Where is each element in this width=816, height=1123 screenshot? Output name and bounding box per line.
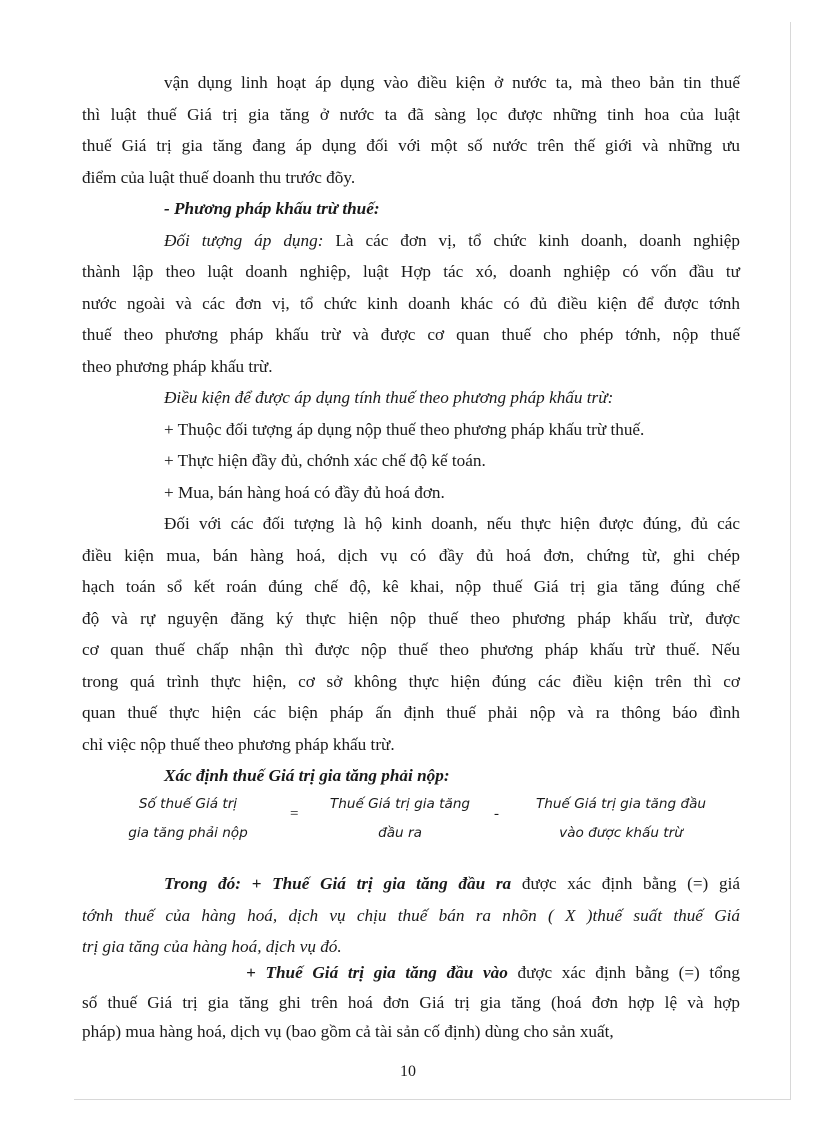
para3-line-4: độ và rự nguyện đăng ký thực hiện nộp thuế theo phương pháp khấu trừ, được	[82, 609, 740, 628]
formula-right-line-2: vào được khấu trừ	[559, 825, 683, 841]
formula-right-line-1: Thuế Giá trị gia tăng đầu	[535, 796, 707, 812]
page-number: 10	[400, 1063, 416, 1080]
formula-left-line-1: Số thuế Giá trị	[138, 796, 238, 812]
formula-right-term	[518, 790, 724, 848]
para4-line-1	[164, 873, 740, 895]
para3-line-1: Đối với các đối tượng là hộ kinh doanh, nếu thực hiện được đúng, đủ các	[164, 514, 740, 533]
para2-line-3: nước ngoài và các đơn vị, tổ chức kinh doanh khác có đủ điều kiện để được tớnh	[82, 294, 740, 313]
para2-line-2: thành lập theo luật doanh nghiệp, luật Hợp tác xó, doanh nghiệp có vốn đầu tư	[82, 262, 740, 281]
para5-line-1-rest: được xác định bằng (=) tổng	[507, 963, 740, 982]
output-vat-lead: Trong đó: + Thuế Giá trị gia tăng đầu ra	[164, 874, 512, 893]
para2-line-1-rest: Là các đơn vị, tổ chức kinh doanh, doanh nghiệp	[323, 231, 740, 250]
para5-line-2: số thuế Giá trị gia tăng ghi trên hoá đơn Giá trị gia tăng (hoá đơn hợp lệ và hợp	[82, 993, 740, 1012]
para3-line-3: hạch toán sổ kết roán đúng chế độ, kê khai, nộp thuế Giá trị gia tăng đúng chế	[82, 577, 740, 596]
para4-line-2: tớnh thuế của hàng hoá, dịch vụ chịu thuế bán ra nhõn ( X )thuế suất thuế Giá	[82, 906, 740, 925]
para2-line-4: thuế theo phương pháp khấu trừ và được cơ quan thuế cho phép tớnh, nộp thuế	[82, 325, 740, 344]
para1-line-2: thì luật thuế Giá trị gia tăng ở nước ta đã sàng lọc được những tinh hoa của luật	[82, 105, 740, 124]
para3-line-2: điều kiện mua, bán hàng hoá, dịch vụ có đầy đủ hoá đơn, chứng từ, ghi chép	[82, 546, 740, 565]
formula-middle-term	[310, 790, 490, 848]
formula-middle-line-2: đầu ra	[378, 825, 422, 841]
formula-left-line-2: gia tăng phải nộp	[128, 825, 248, 841]
input-vat-lead: + Thuế Giá trị gia tăng đầu vào	[246, 963, 508, 982]
para5-line-1	[246, 962, 740, 984]
para1-line-1: vận dụng linh hoạt áp dụng vào điều kiện ở nước ta, mà theo bản tin thuế	[164, 73, 740, 92]
formula-left-term	[118, 790, 258, 848]
determine-heading: Xác định thuế Giá trị gia tăng phải nộp:	[164, 766, 450, 785]
para3-line-8: chỉ việc nộp thuế theo phương pháp khấu trừ.	[82, 735, 395, 754]
para3-line-7: quan thuế thực hiện các biện pháp ấn định thuế phải nộp và ra thông báo đình	[82, 703, 740, 722]
condition-item-2: + Thực hiện đầy đủ, chớnh xác chế độ kế toán.	[164, 451, 486, 470]
para3-line-5: cơ quan thuế chấp nhận thì được nộp thuế theo phương pháp khấu trừ thuế. Nếu	[82, 640, 740, 659]
formula-minus-sign: -	[494, 806, 499, 822]
method-heading: - Phương pháp khấu trừ thuế:	[164, 199, 380, 218]
para2-line-1	[164, 230, 740, 252]
para4-line-3: trị gia tăng của hàng hoá, dịch vụ đó.	[82, 937, 342, 956]
para1-line-4: điểm của luật thuế doanh thu trước đõy.	[82, 168, 356, 187]
applicable-subjects-label: Đối tượng áp dụng:	[164, 231, 324, 250]
conditions-heading: Điều kiện để được áp dụng tính thuế theo phương pháp khấu trừ:	[164, 388, 614, 407]
para4-line-1-rest: được xác định bằng (=) giá	[511, 874, 740, 893]
condition-item-3: + Mua, bán hàng hoá có đầy đủ hoá đơn.	[164, 483, 445, 502]
formula-middle-line-1: Thuế Giá trị gia tăng	[329, 796, 471, 812]
para3-line-6: trong quá trình thực hiện, cơ sở không thực hiện đúng các điều kiện trên thì cơ	[82, 672, 740, 691]
para2-line-5: theo phương pháp khấu trừ.	[82, 357, 273, 376]
para5-line-3: pháp) mua hàng hoá, dịch vụ (bao gồm cả tài sản cố định) dùng cho sản xuất,	[82, 1022, 614, 1041]
para1-line-3: thuế Giá trị gia tăng đang áp dụng đối với một số nước trên thế giới và những ưu	[82, 136, 740, 155]
formula-equals-sign: =	[290, 806, 299, 822]
condition-item-1: + Thuộc đối tượng áp dụng nộp thuế theo phương pháp khấu trừ thuế.	[164, 420, 645, 439]
